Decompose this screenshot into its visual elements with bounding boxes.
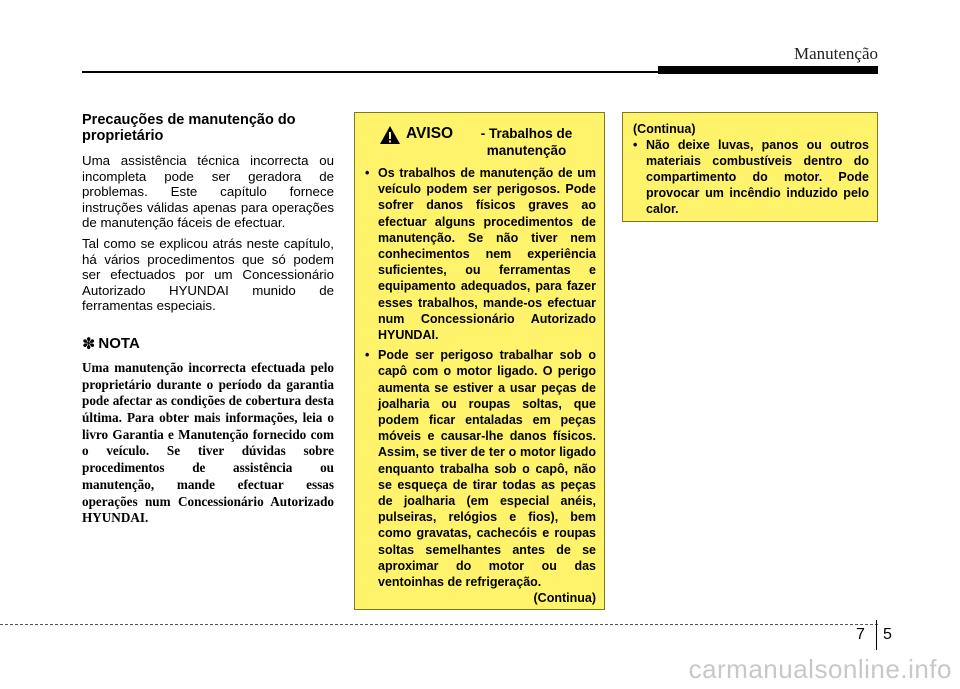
section-heading: Precauções de manutenção do proprietário bbox=[82, 112, 296, 144]
page-number-divider bbox=[876, 620, 877, 650]
continuation-list bbox=[633, 137, 869, 217]
header-rule bbox=[82, 71, 660, 73]
warning-subtitle: - Trabalhos de manutenção bbox=[480, 126, 573, 158]
nota-title: NOTA bbox=[98, 335, 140, 353]
continuation-box bbox=[622, 112, 878, 222]
continuation-item: • Não deixe luvas, panos ou outros materiais combustíveis dentro do compartimento do motor. Pode provocar um incêndio induzido pelo calor. bbox=[633, 137, 869, 217]
watermark: carmanualsonline.info bbox=[688, 654, 952, 684]
warning-word: AVISO bbox=[406, 125, 454, 142]
nota-text: Uma manutenção incorrecta efectuada pelo proprietário durante o período da garantia pode afectar as condições de cobertura desta última. Para obter mais informações, leia o livro Garantia e Manutenção fornecido com o veículo. Se tiver dúvidas sobre procedimentos de assistência ou manutenção, mande efectuar essas operações num Concessionário Autorizado HYUNDAI. bbox=[82, 359, 334, 526]
nota-heading bbox=[82, 334, 334, 354]
header-rule-thick bbox=[658, 66, 878, 74]
warning-header bbox=[365, 125, 596, 159]
warning-list bbox=[365, 165, 596, 590]
warning-continued: (Continua) bbox=[533, 591, 596, 606]
page-number: 5 bbox=[883, 626, 892, 643]
chapter-title: Manutenção bbox=[793, 44, 878, 63]
chapter-number: 7 bbox=[856, 626, 865, 643]
warning-triangle-icon bbox=[379, 125, 401, 145]
paragraph-2: Tal como se explicou atrás neste capítulo, há vários procedimentos que só podem ser efectuados por um Concessionário Autorizado HYUNDAI munido de ferramentas especiais. bbox=[82, 235, 334, 314]
footer-divider bbox=[0, 624, 878, 625]
continuation-label: (Continua) bbox=[633, 122, 696, 136]
warning-item: • Os trabalhos de manutenção de um veículo podem ser perigosos. Pode sofrer danos físicos graves ao efectuar alguns procedimentos de manutenção. Se não tiver nem conhecimentos nem experiência suficientes, ou ferramentas e equipamento adequados, para fazer esses trabalhos, mande-os efectuar num Concessionário Autorizado HYUNDAI. bbox=[365, 165, 596, 343]
warning-box bbox=[354, 112, 605, 610]
left-column bbox=[82, 112, 334, 527]
warning-item: • Pode ser perigoso trabalhar sob o capô com o motor ligado. O perigo aumenta se estiver a usar peças de joalharia ou roupas soltas, que podem ficar entaladas em peças móveis e causar-lhe danos físicos. Assim, se tiver de ter o motor ligado enquanto trabalha sob o capô, não se esqueça de tirar todas as peças de joalharia (em especial anéis, pulseiras, relógios e fios), bem como gravatas, cachecóis e roupas soltas semelhantes antes de se aproximar do motor ou das ventoinhas de refrigeração. bbox=[365, 347, 596, 590]
nota-star-icon: ✽ bbox=[82, 335, 96, 353]
paragraph-1: Uma assistência técnica incorrecta ou incompleta pode ser geradora de problemas. Este capítulo fornece instruções válidas apenas para operações de manutenção fáceis de efectuar. bbox=[82, 153, 334, 231]
